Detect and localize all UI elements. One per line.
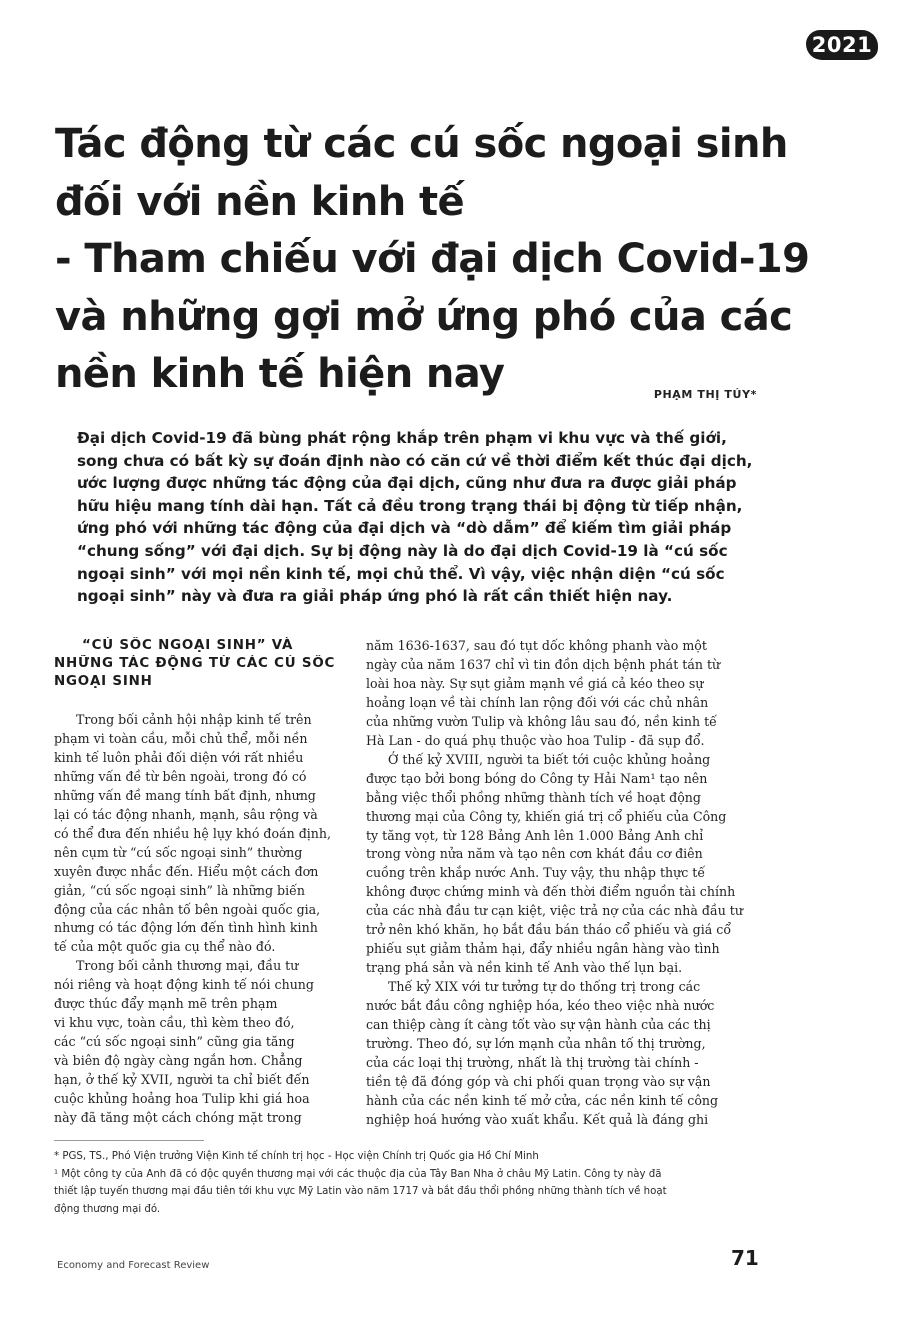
- body-line: Thế kỷ XIX với tư tưởng tự do thống trị trong các: [388, 979, 701, 995]
- abstract-line: Đại dịch Covid-19 đã bùng phát rộng khắp trên phạm vi khu vực và thế giới,: [77, 429, 727, 447]
- body-line: được thúc đẩy mạnh mẽ trên phạm: [54, 996, 278, 1012]
- abstract-line: song chưa có bất kỳ sự đoán định nào có căn cứ về thời điểm kết thúc đại dịch,: [77, 451, 753, 470]
- body-line: bằng việc thổi phồng những thành tích về hoạt động: [366, 789, 701, 805]
- title-line: nền kinh tế hiện nay: [55, 351, 505, 397]
- body-line: có thể đưa đến nhiều hệ lụy khó đoán định,: [54, 825, 332, 841]
- body-line: vi khu vực, toàn cầu, thì kèm theo đó,: [54, 1015, 295, 1031]
- body-line: những vấn đề mang tính bất định, nhưng: [54, 787, 316, 803]
- body-line: Hà Lan - do quá phụ thuộc vào hoa Tulip - đã sụp đổ.: [366, 732, 705, 748]
- body-line: của những vườn Tulip và không lâu sau đó, nền kinh tế: [366, 713, 717, 729]
- body-line: trường. Theo đó, sự lớn mạnh của nhân tố thị trường,: [366, 1036, 706, 1052]
- body-line: hạn, ở thế kỷ XVII, người ta chỉ biết đến: [54, 1072, 310, 1088]
- body-line: trở nên khó khăn, họ bắt đầu bán tháo cổ phiếu và giá cổ: [366, 922, 732, 938]
- footnote-line: * PGS, TS., Phó Viện trưởng Viện Kinh tế chính trị học - Học viện Chính trị Quốc gia Hồ Chí Minh: [54, 1151, 539, 1162]
- abstract-line: hữu hiệu mang tính dài hạn. Tất cả đều trong trạng thái bị động từ tiếp nhận,: [77, 496, 743, 515]
- abstract-line: “chung sống” với đại dịch. Sự bị động này là do đại dịch Covid-19 là “cú sốc: [77, 541, 728, 560]
- footnote-line: thiết lập tuyến thương mại đầu tiên tới khu vực Mỹ Latin vào năm 1717 và bắt đầu thổi phồng những thành tích về hoạt: [54, 1186, 667, 1197]
- body-line: của các loại thị trường, nhất là thị trường tài chính -: [366, 1054, 699, 1070]
- body-line: lại có tác động nhanh, mạnh, sâu rộng và: [54, 806, 318, 822]
- body-line: phạm vi toàn cầu, mỗi chủ thể, mỗi nền: [54, 730, 308, 746]
- left-column: [54, 637, 347, 1128]
- body-line: và biên độ ngày càng ngắn hơn. Chẳng: [54, 1053, 303, 1069]
- body-line: được tạo bởi bong bóng do Công ty Hải Nam¹ tạo nên: [366, 770, 708, 786]
- body-line: Trong bối cảnh hội nhập kinh tế trên: [76, 712, 312, 727]
- body-line: những vấn đề từ bên ngoài, trong đó có: [54, 768, 307, 784]
- body-line: của các nhà đầu tư cạn kiệt, việc trả nợ của các nhà đầu tư: [366, 903, 743, 919]
- page-number: 71: [731, 1246, 759, 1270]
- footnote-line: ¹ Một công ty của Anh đã có độc quyền thương mại với các thuộc địa của Tây Ban Nha ở châu Mỹ Latin. Công ty này đã: [54, 1168, 662, 1180]
- body-line: Ở thế kỷ XVIII, người ta biết tới cuộc khủng hoảng: [388, 751, 711, 767]
- body-line: hành của các nền kinh tế mở cửa, các nền kinh tế công: [366, 1092, 719, 1108]
- body-line: nghiệp hoá hướng vào xuất khẩu. Kết quả là đáng ghi: [366, 1111, 709, 1127]
- body-line: các “cú sốc ngoại sinh” cũng gia tăng: [54, 1034, 295, 1050]
- body-line: nên cụm từ “cú sốc ngoại sinh” thường: [54, 844, 303, 860]
- section-heading: [54, 637, 347, 691]
- abstract-line: ngoại sinh” này và đưa ra giải pháp ứng phó là rất cần thiết hiện nay.: [77, 587, 673, 606]
- abstract: [77, 427, 777, 608]
- title-line: Tác động từ các cú sốc ngoại sinh: [55, 121, 788, 167]
- year-badge: 2021: [806, 30, 878, 60]
- body-line: nhưng có tác động lớn đến tình hình kinh: [54, 920, 318, 936]
- body-line: xuyên được nhắc đến. Hiểu một cách đơn: [54, 863, 319, 879]
- body-line: can thiệp càng ít càng tốt vào sự vận hành của các thị: [366, 1017, 711, 1033]
- title-line: đối với nền kinh tế: [55, 178, 464, 225]
- body-line: giản, “cú sốc ngoại sinh” là những biến: [54, 882, 305, 898]
- footnote-line: động thương mại đó.: [54, 1203, 161, 1215]
- body-line: hoảng loạn về tài chính lan rộng đối với các chủ nhân: [366, 694, 709, 710]
- footnote-divider: [54, 1140, 204, 1141]
- body-line: cuồng trên khắp nước Anh. Tuy vậy, thu nhập thực tế: [366, 865, 706, 881]
- body-line: ngày của năm 1637 chỉ vì tin đồn dịch bệnh phát tán từ: [366, 656, 721, 672]
- body-line: tiền tệ đã đóng góp và chi phối quan trọng vào sự vận: [366, 1073, 711, 1089]
- title-line: và những gợi mở ứng phó của các: [55, 293, 793, 340]
- section-heading-line: NGOẠI SINH: [54, 674, 153, 689]
- body-line: loài hoa này. Sự sụt giảm mạnh về giá cả kéo theo sự: [366, 675, 704, 691]
- section-heading-line: “CÚ SỐC NGOẠI SINH” VÀ: [82, 638, 294, 653]
- body-line: nước bắt đầu công nghiệp hóa, kéo theo việc nhà nước: [366, 998, 715, 1014]
- body-line: cuộc khủng hoảng hoa Tulip khi giá hoa: [54, 1091, 310, 1107]
- author-name: PHẠM THỊ TÚY*: [653, 388, 757, 401]
- article-title: [55, 116, 875, 404]
- footnotes: [54, 1148, 774, 1218]
- abstract-line: ngoại sinh” với mọi nền kinh tế, mọi chủ thể. Vì vậy, việc nhận diện “cú sốc: [77, 564, 725, 583]
- body-line: trong vòng nửa năm và tạo nên cơn khát đầu cơ điên: [366, 846, 703, 862]
- body-line: thương mại của Công ty, khiến giá trị cổ phiếu của Công: [366, 808, 727, 824]
- body-line: kinh tế luôn phải đối diện với rất nhiều: [54, 749, 304, 765]
- body-line: trạng phá sản và nền kinh tế Anh vào thế lụn bại.: [366, 960, 683, 976]
- body-line: năm 1636-1637, sau đó tụt dốc không phanh vào một: [366, 638, 707, 653]
- body-line: ty tăng vọt, từ 128 Bảng Anh lên 1.000 Bảng Anh chỉ: [366, 827, 704, 843]
- body-line: tế của một quốc gia cụ thể nào đó.: [54, 939, 276, 955]
- body-line: động của các nhân tố bên ngoài quốc gia,: [54, 901, 321, 917]
- journal-name: Economy and Forecast Review: [57, 1260, 210, 1271]
- title-line: - Tham chiếu với đại dịch Covid-19: [55, 236, 810, 282]
- body-line: nói riêng và hoạt động kinh tế nói chung: [54, 977, 314, 993]
- right-column: [366, 637, 760, 1130]
- abstract-line: ước lượng được những tác động của đại dịch, cũng như đưa ra được giải pháp: [77, 474, 737, 493]
- abstract-line: ứng phó với những tác động của đại dịch và “dò dẫm” để kiếm tìm giải pháp: [77, 519, 732, 538]
- body-line: không được chứng minh và đến thời điểm nguồn tài chính: [366, 884, 736, 900]
- section-heading-line: NHỮNG TÁC ĐỘNG TỪ CÁC CÚ SỐC: [54, 656, 336, 671]
- body-line: này đã tăng một cách chóng mặt trong: [54, 1110, 302, 1126]
- body-line: phiếu sụt giảm thảm hại, đẩy nhiều ngân hàng vào tình: [366, 941, 720, 957]
- body-line: Trong bối cảnh thương mại, đầu tư: [76, 958, 299, 974]
